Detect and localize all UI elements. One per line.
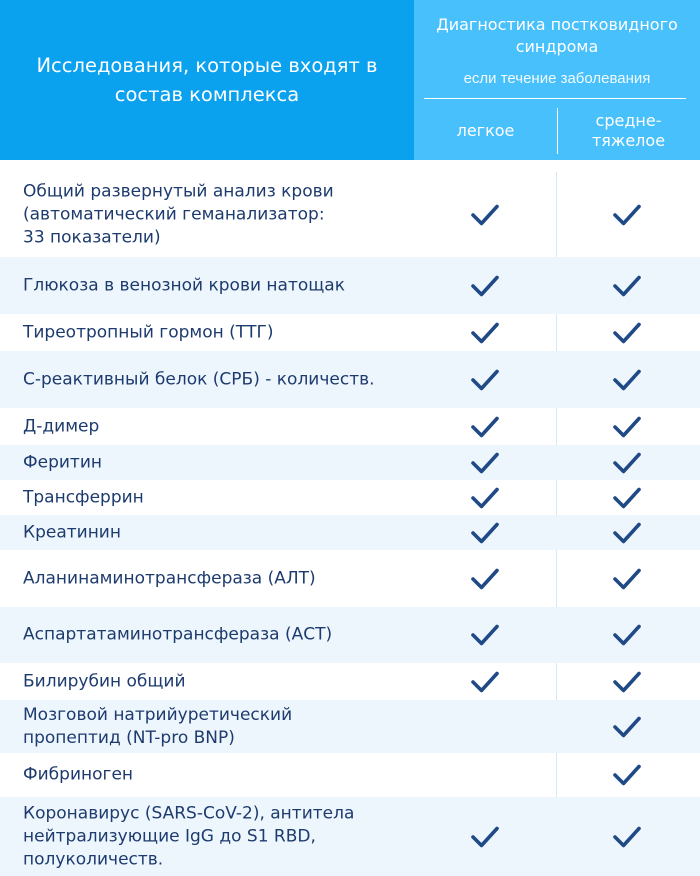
column-header-light-label: легкое: [456, 121, 515, 140]
table-row: [0, 550, 700, 607]
test-name: Креатинин: [23, 522, 121, 542]
check-icon-medium: [612, 825, 642, 849]
table-row: [0, 314, 700, 351]
header-divider: [424, 98, 686, 99]
check-icon-light: [470, 567, 500, 591]
table-header: [0, 0, 700, 160]
check-icon-light: [470, 825, 500, 849]
table-row: [0, 515, 700, 550]
table-row: [0, 257, 700, 314]
test-name: Аспартатаминотрансфераза (АСТ): [23, 624, 333, 645]
test-name: С-реактивный белок (СРБ) - количеств.: [23, 369, 375, 389]
test-name: Тиреотропный гормон (ТТГ): [23, 322, 274, 342]
column-header-medium-label: средне- тяжелое: [591, 111, 666, 150]
test-name: Глюкоза в венозной крови натощак: [23, 275, 345, 295]
column-header-light: [414, 108, 557, 154]
course-subtitle: если течение заболевания: [463, 70, 651, 87]
check-icon-light: [470, 321, 500, 345]
check-icon-light: [470, 623, 500, 647]
test-name: Общий развернутый анализ крови (автоматический геманализатор: 33 показатели): [23, 181, 334, 247]
check-icon-light: [470, 486, 500, 510]
check-icon-medium: [612, 203, 642, 227]
test-name: Билирубин общий: [23, 671, 186, 691]
table-row: [0, 700, 700, 753]
check-icon-light: [470, 203, 500, 227]
test-name: Феритин: [23, 452, 102, 472]
check-icon-light: [470, 274, 500, 298]
check-icon-medium: [612, 763, 642, 787]
test-name: Коронавирус (SARS-CoV-2), антитела нейтрализующие IgG до S1 RBD, полуколичеств.: [23, 803, 355, 869]
check-icon-medium: [612, 368, 642, 392]
header-title: [0, 0, 414, 160]
table-row: [0, 480, 700, 515]
diagnostics-header: [414, 0, 700, 160]
check-icon-light: [470, 670, 500, 694]
header-title-text: Исследования, которые входят в состав комплекса: [36, 54, 378, 106]
table-row: [0, 172, 700, 257]
test-name: Трансферрин: [23, 487, 144, 507]
check-icon-light: [470, 415, 500, 439]
column-header-medium: [557, 108, 700, 154]
check-icon-medium: [612, 415, 642, 439]
table-row: [0, 607, 700, 663]
check-icon-medium: [612, 715, 642, 739]
check-icon-medium: [612, 451, 642, 475]
table-row: [0, 797, 700, 876]
table-row: [0, 663, 700, 700]
table-row: [0, 351, 700, 408]
test-name: Аланинаминотрансфераза (АЛТ): [23, 568, 316, 588]
table-row: [0, 753, 700, 797]
test-name: Фибриноген: [23, 764, 134, 785]
check-icon-medium: [612, 321, 642, 345]
check-icon-medium: [612, 567, 642, 591]
test-name: Мозговой натрийуретический пропептид (NT-pro BNP): [23, 704, 293, 748]
check-icon-medium: [612, 486, 642, 510]
check-icon-light: [470, 368, 500, 392]
check-icon-medium: [612, 521, 642, 545]
check-icon-medium: [612, 274, 642, 298]
table-row: [0, 408, 700, 445]
check-icon-light: [470, 521, 500, 545]
check-icon-light: [470, 451, 500, 475]
table-row: [0, 445, 700, 480]
check-icon-medium: [612, 623, 642, 647]
check-icon-medium: [612, 670, 642, 694]
test-name: Д-димер: [23, 416, 100, 436]
diagnostics-title: Диагностика постковидного синдрома: [436, 15, 678, 56]
